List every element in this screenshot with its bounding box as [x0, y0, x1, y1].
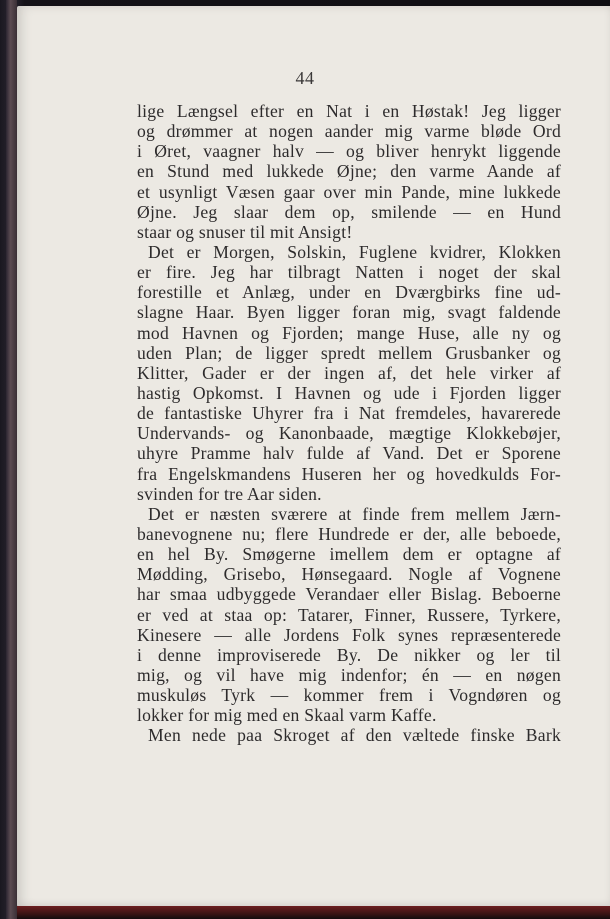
page-number: 44	[295, 68, 315, 88]
text-line: staar og snuser til mit Ansigt!	[137, 221, 353, 242]
text-line: en Stund med lukkede Øjne; den varme Aande af	[137, 161, 561, 182]
text-line: muskuløs Tyrk — kommer frem i Vogndøren og	[137, 685, 561, 706]
text-line: en hel By. Smøgerne imellem dem er optagne af	[137, 544, 561, 565]
text-line: forestille et Anlæg, under en Dværgbirks fine ud-	[137, 282, 561, 303]
text-line: Undervands- og Kanonbaade, mægtige Klokkebøjer,	[137, 423, 561, 444]
body-text	[137, 101, 561, 746]
book-spine-edge	[6, 0, 17, 919]
text-line: har smaa udbyggede Verandaer eller Bislag. Beboerne	[137, 584, 561, 605]
text-line: lige Længsel efter en Nat i en Høstak! Jeg ligger	[137, 101, 561, 121]
text-line: svinden for tre Aar siden.	[137, 483, 322, 504]
page-bottom-edge	[17, 906, 610, 919]
text-line: uhyre Pramme halv fulde af Vand. Det er Sporene	[137, 443, 561, 464]
text-line: er ved at staa op: Tatarer, Finner, Russere, Tyrkere,	[137, 604, 561, 625]
text-line: mig, og vil have mig indenfor; én — en nøgen	[137, 664, 561, 685]
text-line: et usynligt Væsen gaar over min Pande, mine lukkede	[137, 181, 561, 202]
text-line: mod Havnen og Fjorden; mange Huse, alle ny og	[137, 322, 561, 343]
text-line: Det er næsten sværere at finde frem mellem Jærn-	[148, 503, 561, 524]
text-line: i denne improviserede By. De nikker og ler til	[137, 644, 561, 665]
text-line: er fire. Jeg har tilbragt Natten i noget der skal	[137, 262, 561, 283]
text-line: fra Engelskmandens Huseren her og hovedkulds For-	[137, 463, 561, 484]
text-line: lokker for mig med en Skaal varm Kaffe.	[137, 705, 437, 726]
text-line: Det er Morgen, Solskin, Fuglene kvidrer, Klokken	[148, 241, 561, 262]
text-line: Mødding, Grisebo, Hønsegaard. Nogle af Vognene	[137, 564, 561, 585]
text-line: slagne Haar. Byen ligger foran mig, svagt faldende	[137, 302, 561, 323]
text-line: uden Plan; de ligger spredt mellem Grusbanker og	[137, 342, 561, 363]
text-line: Klitter, Gader er der ingen af, det hele virker af	[137, 362, 561, 383]
text-line: Øjne. Jeg slaar dem op, smilende — en Hund	[137, 201, 561, 222]
text-line: Men nede paa Skroget af den væltede finske Bark	[148, 725, 561, 746]
text-line: og drømmer at nogen aander mig varme bløde Ord	[137, 121, 561, 142]
text-line: de fantastiske Uhyrer fra i Nat fremdeles, havarerede	[137, 403, 561, 424]
text-line: banevognene nu; flere Hundrede er der, alle beboede,	[137, 523, 561, 544]
text-line: i Øret, vaagner halv — og bliver henrykt liggende	[137, 141, 561, 162]
text-line: Kinesere — alle Jordens Folk synes repræsenterede	[137, 624, 561, 645]
text-line: hastig Opkomst. I Havnen og ude i Fjorden ligger	[137, 382, 561, 403]
